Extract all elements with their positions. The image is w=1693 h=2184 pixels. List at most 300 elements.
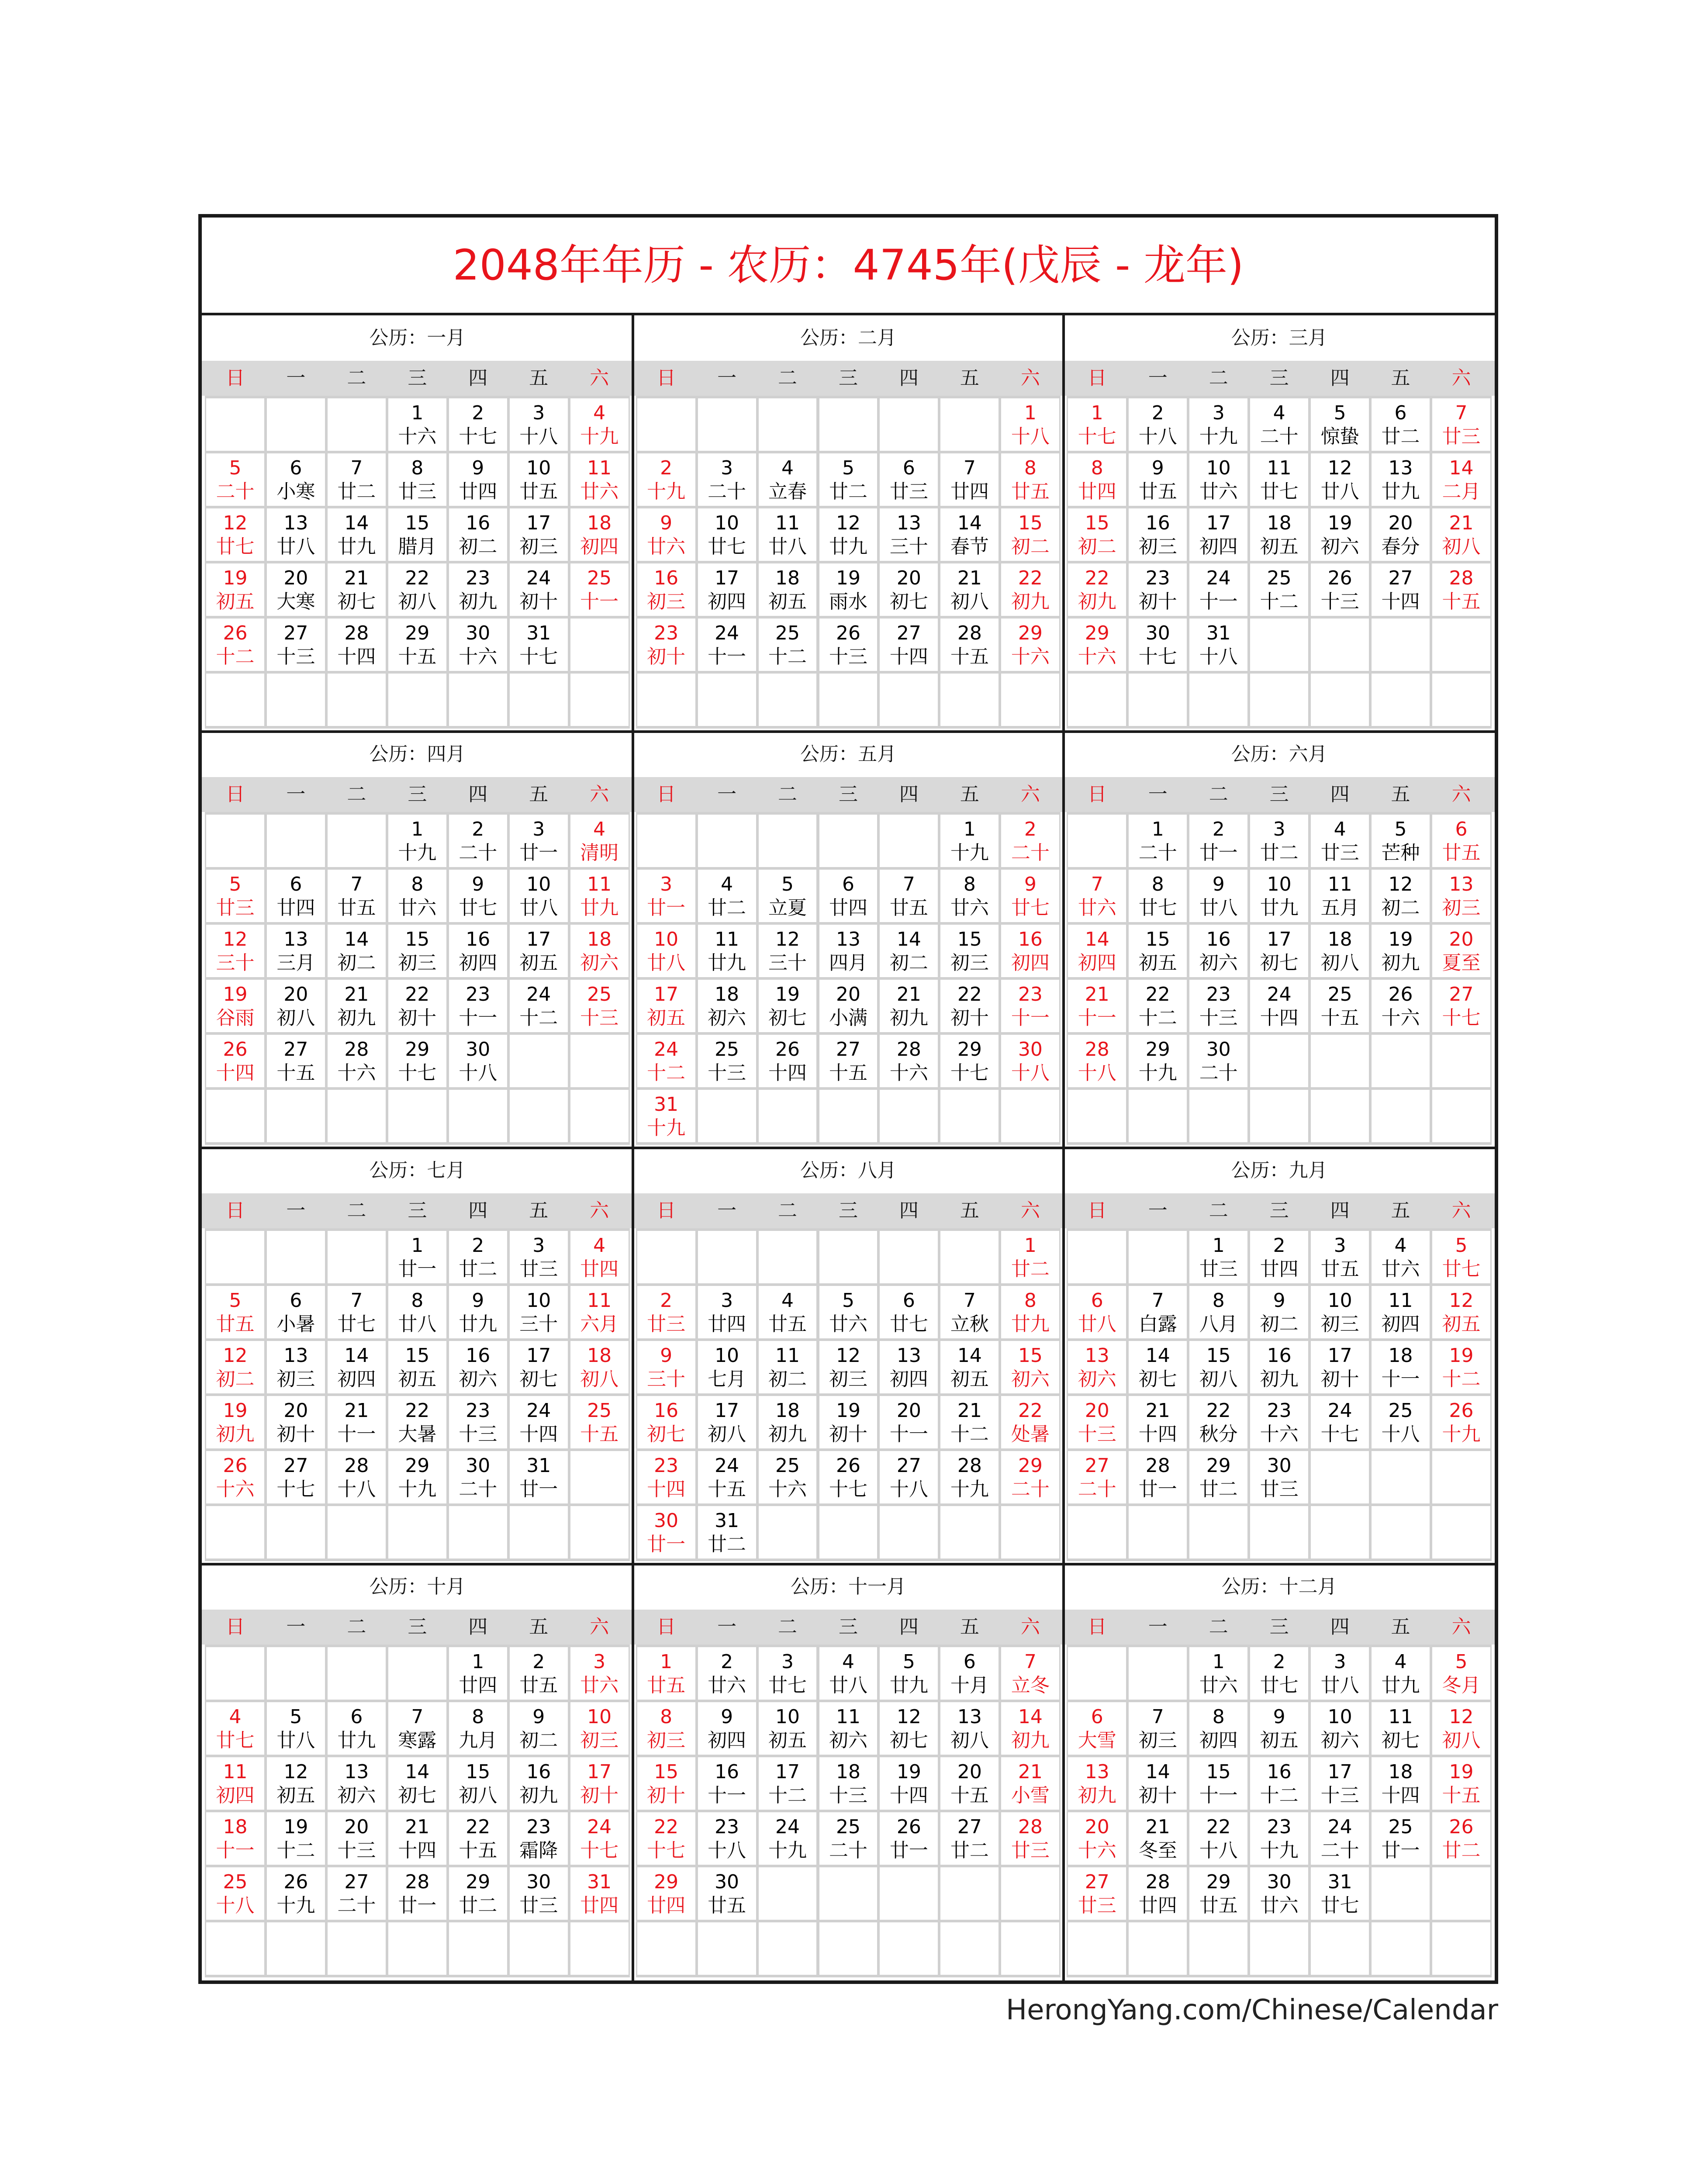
day-cell xyxy=(267,453,325,506)
day-cell xyxy=(880,1396,938,1448)
month-block xyxy=(202,1148,633,1564)
empty-cell xyxy=(328,1506,386,1559)
day-number: 10 xyxy=(654,928,679,950)
day-cell xyxy=(1372,1647,1430,1700)
empty-cell xyxy=(1432,1506,1490,1559)
lunar-date: 廿九 xyxy=(829,536,867,558)
day-cell xyxy=(1372,1231,1430,1283)
empty-cell xyxy=(1189,674,1247,726)
lunar-date: 廿二 xyxy=(459,1258,498,1280)
lunar-date: 廿九 xyxy=(1381,1674,1420,1697)
lunar-date: 廿九 xyxy=(459,1313,498,1335)
day-number: 15 xyxy=(1145,928,1170,950)
lunar-date: 廿五 xyxy=(1320,1258,1359,1280)
day-number: 9 xyxy=(1273,1706,1285,1728)
lunar-date: 六月 xyxy=(580,1313,619,1335)
day-number: 3 xyxy=(1273,818,1285,840)
day-cell xyxy=(1311,870,1369,922)
footer-site-link[interactable]: HerongYang.com/Chinese/Calendar xyxy=(1005,1994,1498,2026)
day-cell xyxy=(328,980,386,1032)
day-number: 11 xyxy=(775,512,800,534)
day-number: 17 xyxy=(1327,1344,1352,1367)
day-cell xyxy=(570,508,629,561)
lunar-date: 十七 xyxy=(519,646,558,668)
lunar-date: 初十 xyxy=(580,1784,619,1807)
day-cell xyxy=(388,1035,446,1087)
day-number: 4 xyxy=(842,1651,854,1673)
lunar-date: 十三 xyxy=(1320,1784,1359,1807)
day-number: 10 xyxy=(587,1706,612,1728)
day-cell xyxy=(328,1341,386,1393)
day-cell xyxy=(1250,1341,1308,1393)
lunar-date: 十一 xyxy=(337,1423,376,1445)
lunar-date: 十二 xyxy=(519,1007,558,1029)
day-number: 30 xyxy=(715,1871,739,1893)
day-cell xyxy=(1001,1757,1059,1810)
day-cell xyxy=(1189,1702,1247,1755)
day-number: 17 xyxy=(526,512,551,534)
day-cell xyxy=(206,1286,264,1338)
day-cell xyxy=(1432,980,1490,1032)
lunar-date: 廿二 xyxy=(1199,1478,1238,1500)
day-cell xyxy=(388,925,446,977)
lunar-date: 十一 xyxy=(1078,1007,1116,1029)
day-cell xyxy=(1189,980,1247,1032)
day-cell xyxy=(1189,870,1247,922)
lunar-date: 初二 xyxy=(1381,897,1420,919)
lunar-date: 廿四 xyxy=(459,1674,498,1697)
weekday-label: 一 xyxy=(1148,783,1168,805)
day-cell xyxy=(1250,398,1308,451)
day-cell xyxy=(1372,508,1430,561)
empty-cell xyxy=(1129,1506,1187,1559)
day-number: 20 xyxy=(1085,1816,1109,1838)
day-cell xyxy=(880,870,938,922)
lunar-date: 初二 xyxy=(889,952,928,974)
day-number: 22 xyxy=(405,983,430,1006)
day-number: 20 xyxy=(1449,928,1474,950)
day-cell xyxy=(637,619,695,671)
day-cell xyxy=(1189,1867,1247,1920)
month-title: 公历：十一月 xyxy=(790,1576,906,1598)
day-cell xyxy=(570,1286,629,1338)
day-cell xyxy=(880,1286,938,1338)
empty-cell xyxy=(1311,674,1369,726)
day-cell xyxy=(1250,508,1308,561)
day-number: 13 xyxy=(957,1706,982,1728)
day-cell xyxy=(328,870,386,922)
day-number: 15 xyxy=(405,512,430,534)
empty-cell xyxy=(698,1922,756,1975)
lunar-date: 初四 xyxy=(337,1368,376,1390)
day-number: 15 xyxy=(405,928,430,950)
lunar-date: 十二 xyxy=(1260,591,1299,613)
day-number: 12 xyxy=(283,1761,308,1783)
month-block xyxy=(1064,315,1495,732)
empty-cell xyxy=(1372,619,1430,671)
day-number: 24 xyxy=(1327,1816,1352,1838)
weekday-label: 五 xyxy=(960,1199,979,1222)
day-cell xyxy=(1189,1231,1247,1283)
day-number: 31 xyxy=(1327,1871,1352,1893)
lunar-date: 廿一 xyxy=(519,1478,558,1500)
day-number: 30 xyxy=(1018,1038,1043,1061)
empty-cell xyxy=(206,1506,264,1559)
day-cell xyxy=(1068,1757,1126,1810)
day-cell xyxy=(819,1757,878,1810)
day-cell xyxy=(1129,1341,1187,1393)
day-cell xyxy=(880,1035,938,1087)
day-number: 3 xyxy=(721,1289,733,1312)
empty-cell xyxy=(1372,1090,1430,1142)
day-cell xyxy=(388,1396,446,1448)
day-number: 3 xyxy=(593,1651,606,1673)
empty-cell xyxy=(880,1090,938,1142)
day-number: 11 xyxy=(1327,873,1352,895)
day-cell xyxy=(449,980,507,1032)
lunar-date: 立冬 xyxy=(1011,1674,1050,1697)
lunar-date: 十六 xyxy=(337,1062,376,1084)
day-number: 12 xyxy=(223,928,248,950)
day-cell xyxy=(1311,1286,1369,1338)
weekday-label: 四 xyxy=(468,1199,488,1222)
weekday-label: 五 xyxy=(529,1616,549,1638)
day-cell xyxy=(1001,815,1059,867)
lunar-date: 初三 xyxy=(519,536,558,558)
day-number: 23 xyxy=(466,983,491,1006)
day-cell xyxy=(1432,1231,1490,1283)
day-number: 21 xyxy=(1145,1816,1170,1838)
lunar-date: 初九 xyxy=(459,591,498,613)
day-number: 16 xyxy=(715,1761,739,1783)
lunar-date: 初六 xyxy=(708,1007,746,1029)
weekday-header xyxy=(633,777,1064,812)
lunar-date: 初五 xyxy=(1442,1313,1481,1335)
lunar-date: 初四 xyxy=(580,536,619,558)
lunar-date: 廿六 xyxy=(1381,1258,1420,1280)
day-number: 5 xyxy=(842,457,854,479)
day-number: 2 xyxy=(1273,1651,1285,1673)
day-cell xyxy=(940,1035,999,1087)
day-cell xyxy=(570,1647,629,1700)
weekday-label: 日 xyxy=(1087,783,1107,805)
empty-cell xyxy=(940,1506,999,1559)
day-cell xyxy=(1189,815,1247,867)
day-number: 2 xyxy=(472,818,484,840)
day-cell xyxy=(1311,1702,1369,1755)
empty-cell xyxy=(1311,1922,1369,1975)
day-cell xyxy=(206,1867,264,1920)
day-cell xyxy=(1189,1451,1247,1503)
empty-cell xyxy=(510,674,568,726)
day-cell xyxy=(267,925,325,977)
lunar-date: 廿二 xyxy=(950,1839,989,1862)
day-cell xyxy=(1129,925,1187,977)
weekday-label: 日 xyxy=(1087,1616,1107,1638)
lunar-date: 廿一 xyxy=(398,1258,437,1280)
day-number: 23 xyxy=(1267,1400,1292,1422)
day-number: 8 xyxy=(1091,457,1103,479)
day-cell xyxy=(698,619,756,671)
lunar-date: 初七 xyxy=(337,591,376,613)
lunar-date: 十八 xyxy=(1138,425,1177,448)
weekday-label: 日 xyxy=(225,1616,245,1638)
day-cell xyxy=(1432,925,1490,977)
day-number: 14 xyxy=(1145,1761,1170,1783)
day-cell xyxy=(1068,1867,1126,1920)
day-number: 22 xyxy=(1145,983,1170,1006)
empty-cell xyxy=(1068,1647,1126,1700)
lunar-date: 十九 xyxy=(768,1839,807,1862)
weekday-header xyxy=(633,1193,1064,1228)
lunar-date: 十四 xyxy=(398,1839,437,1862)
day-cell xyxy=(759,1702,817,1755)
day-number: 9 xyxy=(660,512,673,534)
lunar-date: 初七 xyxy=(889,591,928,613)
day-number: 3 xyxy=(781,1651,794,1673)
day-cell xyxy=(388,1702,446,1755)
empty-cell xyxy=(880,398,938,451)
lunar-date: 春分 xyxy=(1381,536,1420,558)
day-cell xyxy=(637,1286,695,1338)
day-number: 8 xyxy=(1024,1289,1037,1312)
day-cell xyxy=(570,1396,629,1448)
empty-cell xyxy=(940,1231,999,1283)
day-number: 20 xyxy=(957,1761,982,1783)
day-cell xyxy=(637,1647,695,1700)
day-cell xyxy=(1001,1647,1059,1700)
day-number: 16 xyxy=(1018,928,1043,950)
day-number: 1 xyxy=(1212,1234,1225,1257)
empty-cell xyxy=(880,1506,938,1559)
day-cell xyxy=(759,1812,817,1865)
lunar-date: 三十 xyxy=(216,952,255,974)
lunar-date: 初十 xyxy=(1320,1368,1359,1390)
day-cell xyxy=(1068,1451,1126,1503)
lunar-date: 十六 xyxy=(1078,646,1116,668)
lunar-date: 廿七 xyxy=(1260,480,1299,503)
lunar-date: 寒露 xyxy=(398,1729,437,1752)
day-number: 1 xyxy=(660,1651,673,1673)
lunar-date: 初八 xyxy=(1199,1368,1238,1390)
day-number: 14 xyxy=(1449,457,1474,479)
lunar-date: 十一 xyxy=(459,1007,498,1029)
lunar-date: 十三 xyxy=(1199,1007,1238,1029)
day-number: 27 xyxy=(957,1816,982,1838)
day-number: 21 xyxy=(896,983,921,1006)
day-number: 11 xyxy=(587,457,612,479)
weekday-label: 五 xyxy=(529,367,549,389)
day-cell xyxy=(940,1647,999,1700)
month-block xyxy=(202,315,633,732)
day-cell xyxy=(1372,1286,1430,1338)
lunar-date: 初七 xyxy=(1260,952,1299,974)
lunar-date: 十五 xyxy=(950,646,989,668)
day-number: 11 xyxy=(223,1761,248,1783)
day-cell xyxy=(1068,925,1126,977)
lunar-date: 廿三 xyxy=(1320,842,1359,864)
weekday-label: 三 xyxy=(1269,783,1289,805)
day-cell xyxy=(570,925,629,977)
lunar-date: 十四 xyxy=(889,1784,928,1807)
empty-cell xyxy=(328,1922,386,1975)
lunar-date: 初四 xyxy=(889,1368,928,1390)
day-number: 6 xyxy=(290,457,302,479)
day-number: 29 xyxy=(405,622,430,644)
day-cell xyxy=(1001,870,1059,922)
day-number: 31 xyxy=(715,1510,739,1532)
day-cell xyxy=(880,1757,938,1810)
lunar-date: 初十 xyxy=(1138,1784,1177,1807)
lunar-date: 十九 xyxy=(950,842,989,864)
day-number: 10 xyxy=(526,1289,551,1312)
empty-cell xyxy=(449,1922,507,1975)
day-number: 9 xyxy=(1024,873,1037,895)
day-number: 4 xyxy=(229,1706,242,1728)
day-number: 24 xyxy=(587,1816,612,1838)
day-number: 23 xyxy=(654,622,679,644)
lunar-date: 廿六 xyxy=(708,1674,746,1697)
empty-cell xyxy=(1311,1090,1369,1142)
day-number: 24 xyxy=(526,1400,551,1422)
lunar-date: 十五 xyxy=(950,1784,989,1807)
day-cell xyxy=(267,619,325,671)
day-number: 26 xyxy=(1449,1400,1474,1422)
day-number: 25 xyxy=(587,567,612,589)
day-cell xyxy=(1068,563,1126,616)
lunar-date: 初九 xyxy=(337,1007,376,1029)
day-number: 28 xyxy=(1145,1871,1170,1893)
day-number: 7 xyxy=(350,1289,363,1312)
day-cell xyxy=(206,925,264,977)
day-cell xyxy=(206,980,264,1032)
day-number: 21 xyxy=(344,1400,369,1422)
day-cell xyxy=(698,1757,756,1810)
day-cell xyxy=(388,453,446,506)
weekday-label: 二 xyxy=(778,783,798,805)
day-number: 26 xyxy=(896,1816,921,1838)
day-cell xyxy=(698,1286,756,1338)
weekday-label: 六 xyxy=(1451,1199,1471,1222)
empty-cell xyxy=(1068,1506,1126,1559)
lunar-date: 廿七 xyxy=(1138,897,1177,919)
day-cell xyxy=(1311,453,1369,506)
lunar-date: 十九 xyxy=(950,1478,989,1500)
day-number: 1 xyxy=(411,818,424,840)
weekday-label: 四 xyxy=(899,783,919,805)
day-cell xyxy=(570,1231,629,1283)
day-cell xyxy=(206,619,264,671)
day-number: 22 xyxy=(1018,567,1043,589)
lunar-date: 十三 xyxy=(829,1784,867,1807)
lunar-date: 十六 xyxy=(1078,1839,1116,1862)
month-block xyxy=(633,1148,1064,1564)
day-number: 18 xyxy=(775,1400,800,1422)
lunar-date: 初四 xyxy=(1011,952,1050,974)
day-number: 11 xyxy=(775,1344,800,1367)
day-number: 29 xyxy=(1206,1455,1231,1477)
lunar-date: 十八 xyxy=(337,1478,376,1500)
weekday-label: 三 xyxy=(1269,367,1289,389)
lunar-date: 十六 xyxy=(1381,1007,1420,1029)
lunar-date: 十三 xyxy=(337,1839,376,1862)
day-cell xyxy=(1068,508,1126,561)
day-number: 28 xyxy=(1018,1816,1043,1838)
day-number: 20 xyxy=(283,983,308,1006)
day-cell xyxy=(328,563,386,616)
day-cell xyxy=(206,508,264,561)
day-number: 25 xyxy=(587,1400,612,1422)
lunar-date: 十四 xyxy=(889,646,928,668)
day-number: 20 xyxy=(896,1400,921,1422)
empty-cell xyxy=(570,1506,629,1559)
empty-cell xyxy=(698,1090,756,1142)
lunar-date: 初七 xyxy=(1381,1729,1420,1752)
weekday-label: 一 xyxy=(1148,1616,1168,1638)
lunar-date: 廿四 xyxy=(1078,480,1116,503)
day-number: 21 xyxy=(957,567,982,589)
day-cell xyxy=(1311,398,1369,451)
day-number: 26 xyxy=(223,622,248,644)
lunar-date: 初七 xyxy=(647,1423,686,1445)
month-title: 公历：八月 xyxy=(800,1159,896,1182)
empty-cell xyxy=(328,1231,386,1283)
day-cell xyxy=(570,1757,629,1810)
day-cell xyxy=(1189,563,1247,616)
lunar-date: 初二 xyxy=(519,1729,558,1752)
lunar-date: 初八 xyxy=(1320,952,1359,974)
weekday-header xyxy=(1064,1610,1495,1645)
day-number: 7 xyxy=(1151,1706,1164,1728)
day-cell xyxy=(940,925,999,977)
day-cell xyxy=(1250,1286,1308,1338)
month-title: 公历：十月 xyxy=(369,1576,466,1598)
empty-cell xyxy=(880,1922,938,1975)
day-cell xyxy=(1372,1341,1430,1393)
lunar-date: 初二 xyxy=(1260,1313,1299,1335)
day-cell xyxy=(510,1702,568,1755)
day-cell xyxy=(698,1506,756,1559)
lunar-date: 初四 xyxy=(459,952,498,974)
lunar-date: 廿一 xyxy=(1199,842,1238,864)
day-number: 26 xyxy=(836,1455,860,1477)
lunar-date: 初七 xyxy=(889,1729,928,1752)
day-cell xyxy=(510,563,568,616)
day-number: 24 xyxy=(1206,567,1231,589)
day-number: 21 xyxy=(1085,983,1109,1006)
weekday-label: 日 xyxy=(225,1199,245,1222)
day-cell xyxy=(1129,1867,1187,1920)
empty-cell xyxy=(819,1231,878,1283)
day-number: 9 xyxy=(1212,873,1225,895)
day-cell xyxy=(267,1396,325,1448)
day-number: 18 xyxy=(836,1761,860,1783)
day-cell xyxy=(570,1341,629,1393)
day-cell xyxy=(510,1647,568,1700)
lunar-date: 廿六 xyxy=(1260,1894,1299,1917)
day-number: 16 xyxy=(1145,512,1170,534)
weekday-label: 五 xyxy=(960,367,979,389)
lunar-date: 廿七 xyxy=(1320,1894,1359,1917)
day-number: 7 xyxy=(1151,1289,1164,1312)
lunar-date: 初六 xyxy=(1320,536,1359,558)
lunar-date: 十七 xyxy=(580,1839,619,1862)
lunar-date: 廿九 xyxy=(337,1729,376,1752)
lunar-date: 十一 xyxy=(580,591,619,613)
day-cell xyxy=(328,1396,386,1448)
day-number: 8 xyxy=(472,1706,484,1728)
empty-cell xyxy=(759,815,817,867)
